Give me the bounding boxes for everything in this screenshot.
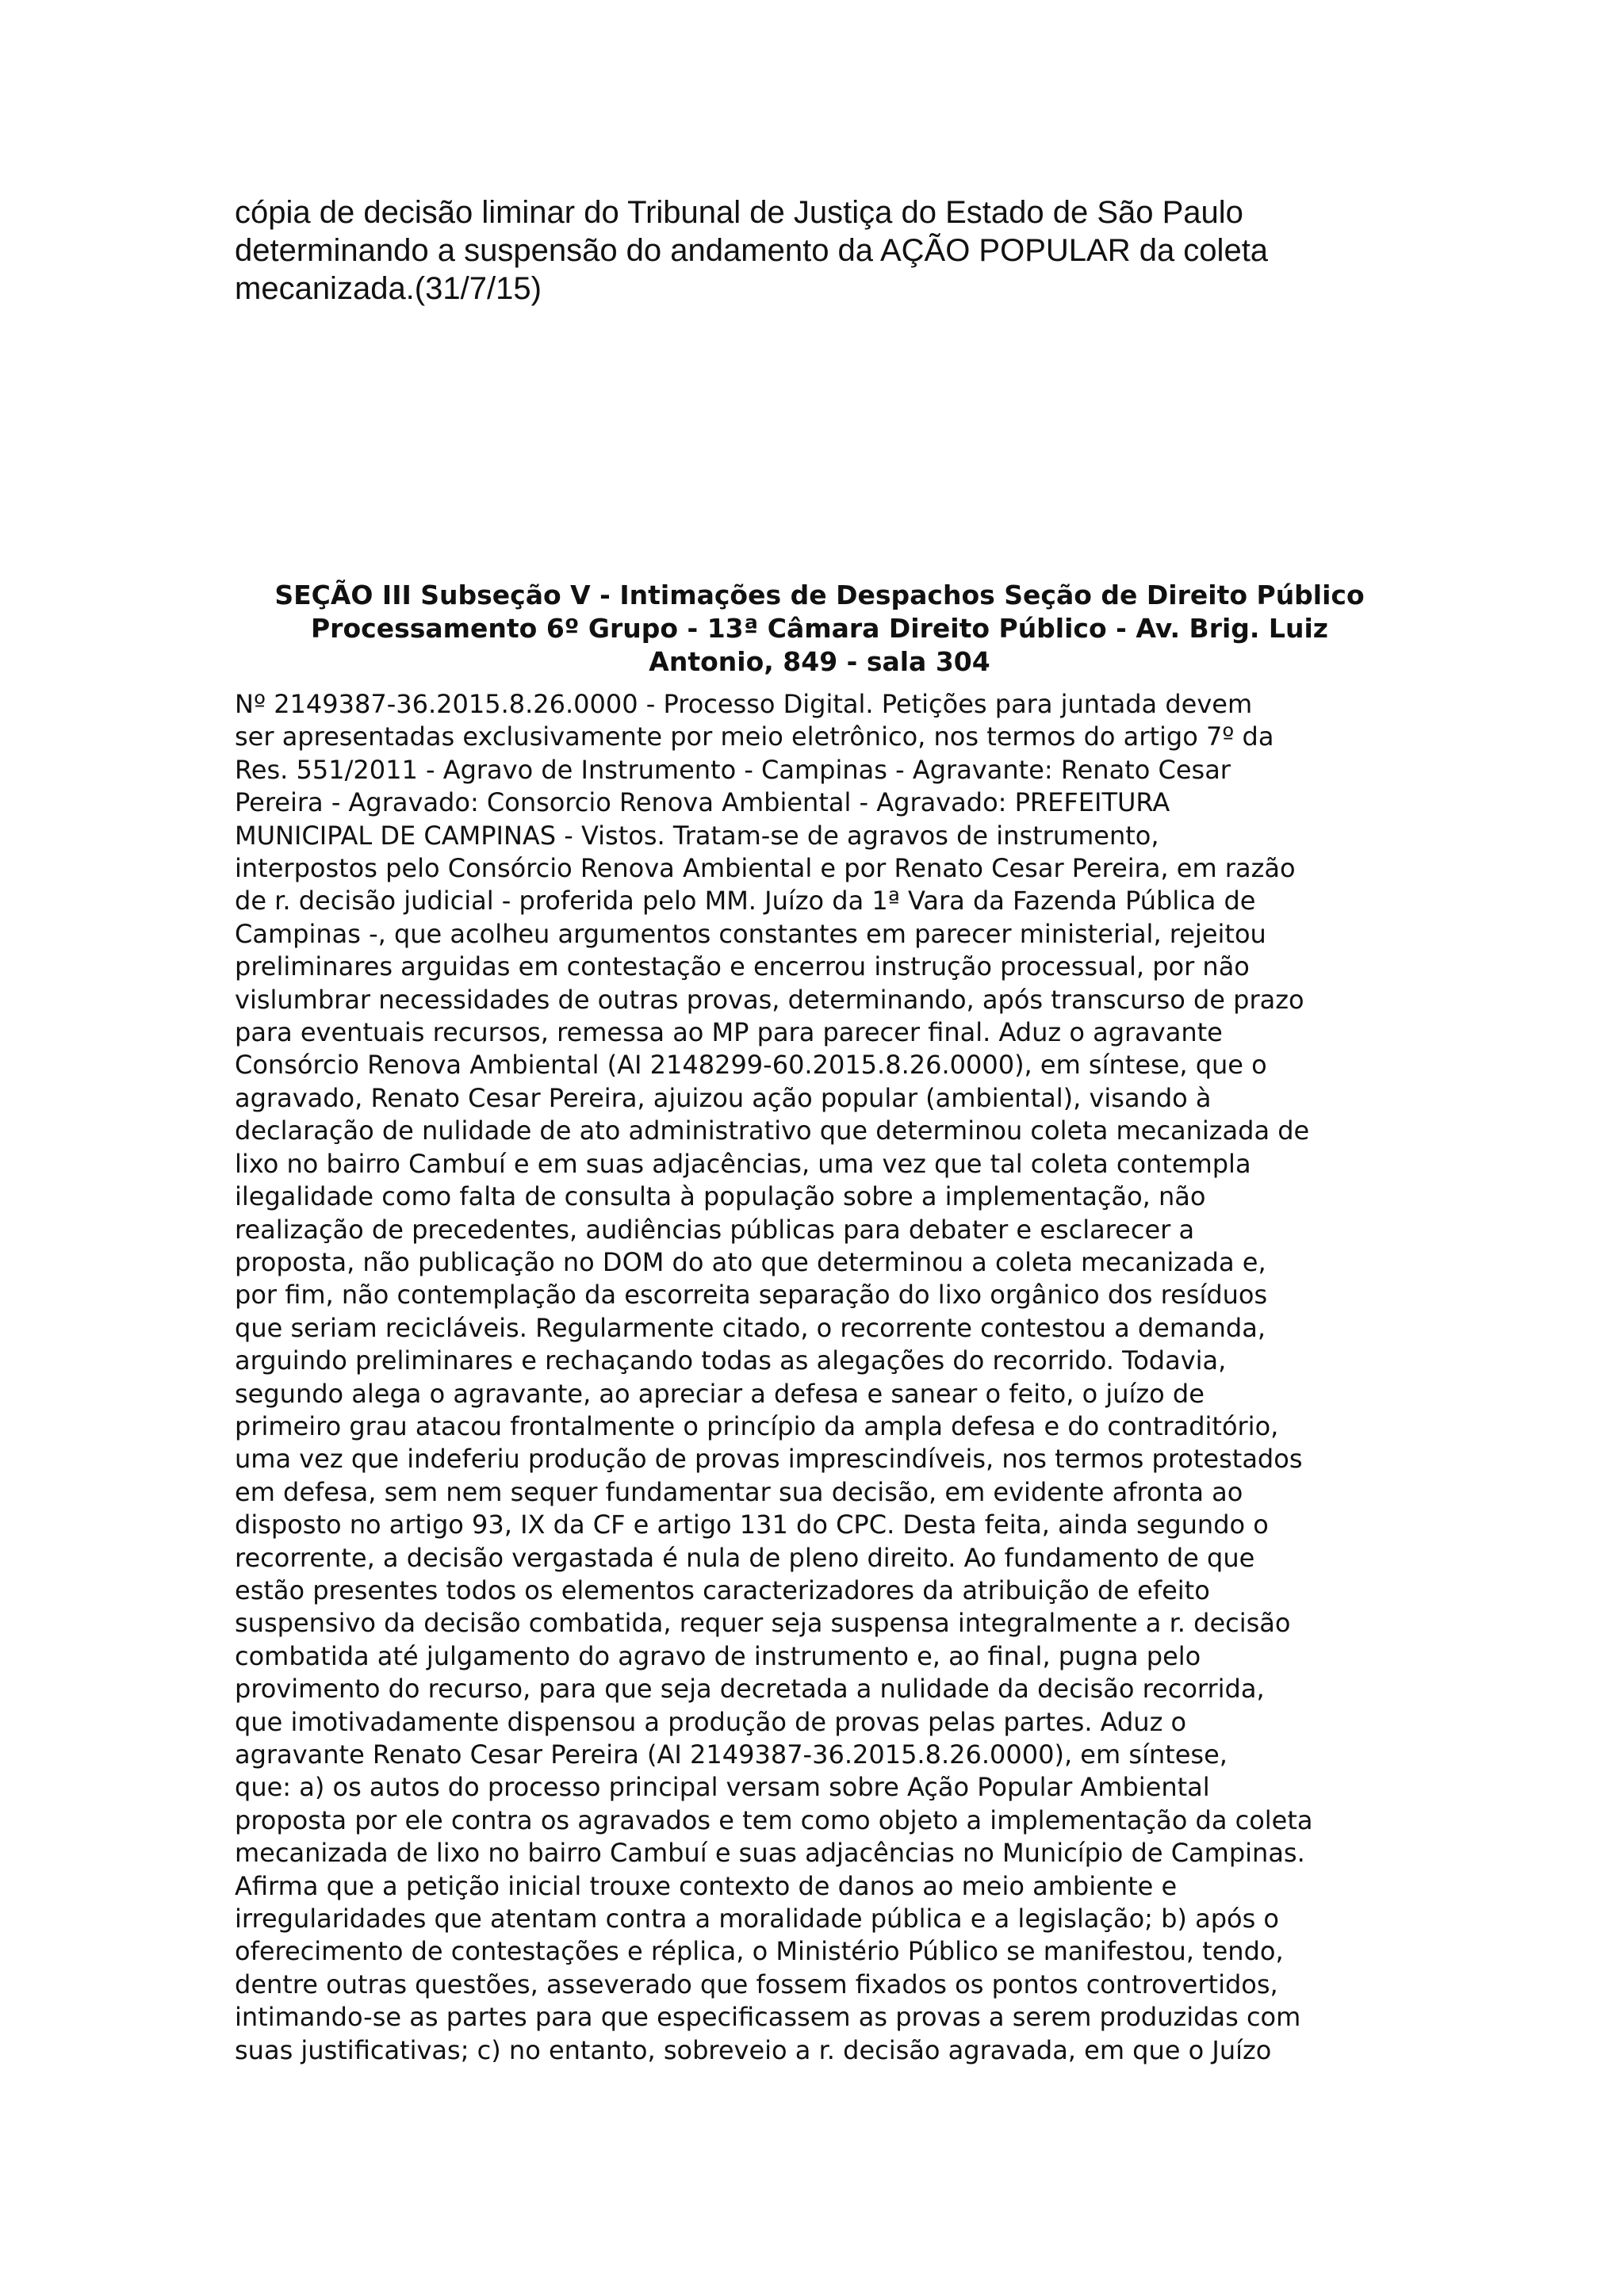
body-line: que: a) os autos do processo principal versam sobre Ação Popular Ambiental <box>235 1772 1210 1803</box>
body-line: dentre outras questões, asseverado que fossem fixados os pontos controvertidos, <box>235 1969 1278 1999</box>
body-line: uma vez que indeferiu produção de provas imprescindíveis, nos termos protestados <box>235 1444 1303 1475</box>
body-line: provimento do recurso, para que seja decretada a nulidade da decisão recorrida, <box>235 1674 1265 1705</box>
body-line: lixo no bairro Cambuí e em suas adjacências, uma vez que tal coleta contempla <box>235 1148 1251 1179</box>
body-line: intimando-se as partes para que especificassem as provas a serem produzidas com <box>235 2002 1301 2033</box>
heading-line: Antonio, 849 - sala 304 <box>649 646 990 677</box>
body-line: ser apresentadas exclusivamente por meio eletrônico, nos termos do artigo 7º da <box>235 721 1274 752</box>
body-line: ilegalidade como falta de consulta à população sobre a implementação, não <box>235 1181 1206 1212</box>
body-line: estão presentes todos os elementos caracterizadores da atribuição de efeito <box>235 1575 1210 1605</box>
body-line: suas justificativas; c) no entanto, sobreveio a r. decisão agravada, em que o Juízo <box>235 2034 1272 2065</box>
body-line: disposto no artigo 93, IX da CF e artigo 131 do CPC. Desta feita, ainda segundo o <box>235 1510 1269 1540</box>
body-line: de r. decisão judicial - proferida pelo MM. Juízo da 1ª Vara da Fazenda Pública de <box>235 886 1256 916</box>
body-line: Afirma que a petição inicial trouxe contexto de danos ao meio ambiente e <box>235 1870 1178 1901</box>
body-line: proposta, não publicação no DOM do ato que determinou a coleta mecanizada e, <box>235 1246 1266 1277</box>
body-line: interpostos pelo Consórcio Renova Ambiental e por Renato Cesar Pereira, em razão <box>235 853 1296 884</box>
body-line: irregularidades que atentam contra a moralidade pública e a legislação; b) após o <box>235 1904 1279 1934</box>
body-line: Campinas -, que acolheu argumentos constantes em parecer ministerial, rejeitou <box>235 918 1266 949</box>
body-line: suspensivo da decisão combatida, requer seja suspensa integralmente a r. decisão <box>235 1608 1291 1639</box>
body-line: vislumbrar necessidades de outras provas, determinando, após transcurso de prazo <box>235 984 1304 1015</box>
body-line: mecanizada de lixo no bairro Cambuí e suas adjacências no Município de Campinas. <box>235 1838 1305 1869</box>
body-line: arguindo preliminares e rechaçando todas as alegações do recorrido. Todavia, <box>235 1345 1227 1376</box>
body-line: segundo alega o agravante, ao apreciar a defesa e sanear o feito, o juízo de <box>235 1378 1205 1409</box>
intro-line: determinando a suspensão do andamento da AÇÃO POPULAR da coleta <box>235 233 1269 268</box>
body-line: oferecimento de contestações e réplica, o Ministério Público se manifestou, tendo, <box>235 1936 1284 1967</box>
body-line: MUNICIPAL DE CAMPINAS - Vistos. Tratam-se de agravos de instrumento, <box>235 820 1159 851</box>
body-line: primeiro grau atacou frontalmente o princípio da ampla defesa e do contraditório, <box>235 1410 1279 1441</box>
body-line: para eventuais recursos, remessa ao MP para parecer final. Aduz o agravante <box>235 1017 1223 1048</box>
body-line: proposta por ele contra os agravados e tem como objeto a implementação da coleta <box>235 1804 1313 1835</box>
body-line: que seriam recicláveis. Regularmente citado, o recorrente contestou a demanda, <box>235 1312 1266 1343</box>
intro-note <box>235 193 1408 308</box>
body-line: que imotivadamente dispensou a produção de provas pelas partes. Aduz o <box>235 1706 1187 1737</box>
body-line: por fim, não contemplação da escorreita separação do lixo orgânico dos resíduos <box>235 1280 1268 1311</box>
body-line: recorrente, a decisão vergastada é nula de pleno direito. Ao fundamento de que <box>235 1542 1255 1573</box>
heading-line: Processamento 6º Grupo - 13ª Câmara Direito Público - Av. Brig. Luiz <box>311 613 1328 644</box>
body-line: em defesa, sem nem sequer fundamentar sua decisão, em evidente afronta ao <box>235 1476 1243 1507</box>
body-line: agravante Renato Cesar Pereira (AI 2149387-36.2015.8.26.0000), em síntese, <box>235 1739 1228 1770</box>
body-line: Nº 2149387-36.2015.8.26.0000 - Processo Digital. Petições para juntada devem <box>235 689 1253 719</box>
body-line: agravado, Renato Cesar Pereira, ajuizou ação popular (ambiental), visando à <box>235 1082 1212 1113</box>
intro-line: mecanizada.(31/7/15) <box>235 271 542 306</box>
body-line: Res. 551/2011 - Agravo de Instrumento - Campinas - Agravante: Renato Cesar <box>235 754 1231 785</box>
decision-body <box>235 688 1416 2067</box>
body-line: Consórcio Renova Ambiental (AI 2148299-60.2015.8.26.0000), em síntese, que o <box>235 1050 1267 1081</box>
section-heading <box>235 579 1404 679</box>
body-line: declaração de nulidade de ato administrativo que determinou coleta mecanizada de <box>235 1115 1310 1146</box>
body-line: combatida até julgamento do agravo de instrumento e, ao final, pugna pelo <box>235 1640 1201 1671</box>
heading-line: SEÇÃO III Subseção V - Intimações de Despachos Seção de Direito Público <box>274 580 1365 610</box>
body-line: Pereira - Agravado: Consorcio Renova Ambiental - Agravado: PREFEITURA <box>235 787 1170 818</box>
body-line: preliminares arguidas em contestação e encerrou instrução processual, por não <box>235 951 1250 982</box>
body-line: realização de precedentes, audiências públicas para debater e esclarecer a <box>235 1214 1195 1245</box>
intro-line: cópia de decisão liminar do Tribunal de Justiça do Estado de São Paulo <box>235 195 1243 230</box>
